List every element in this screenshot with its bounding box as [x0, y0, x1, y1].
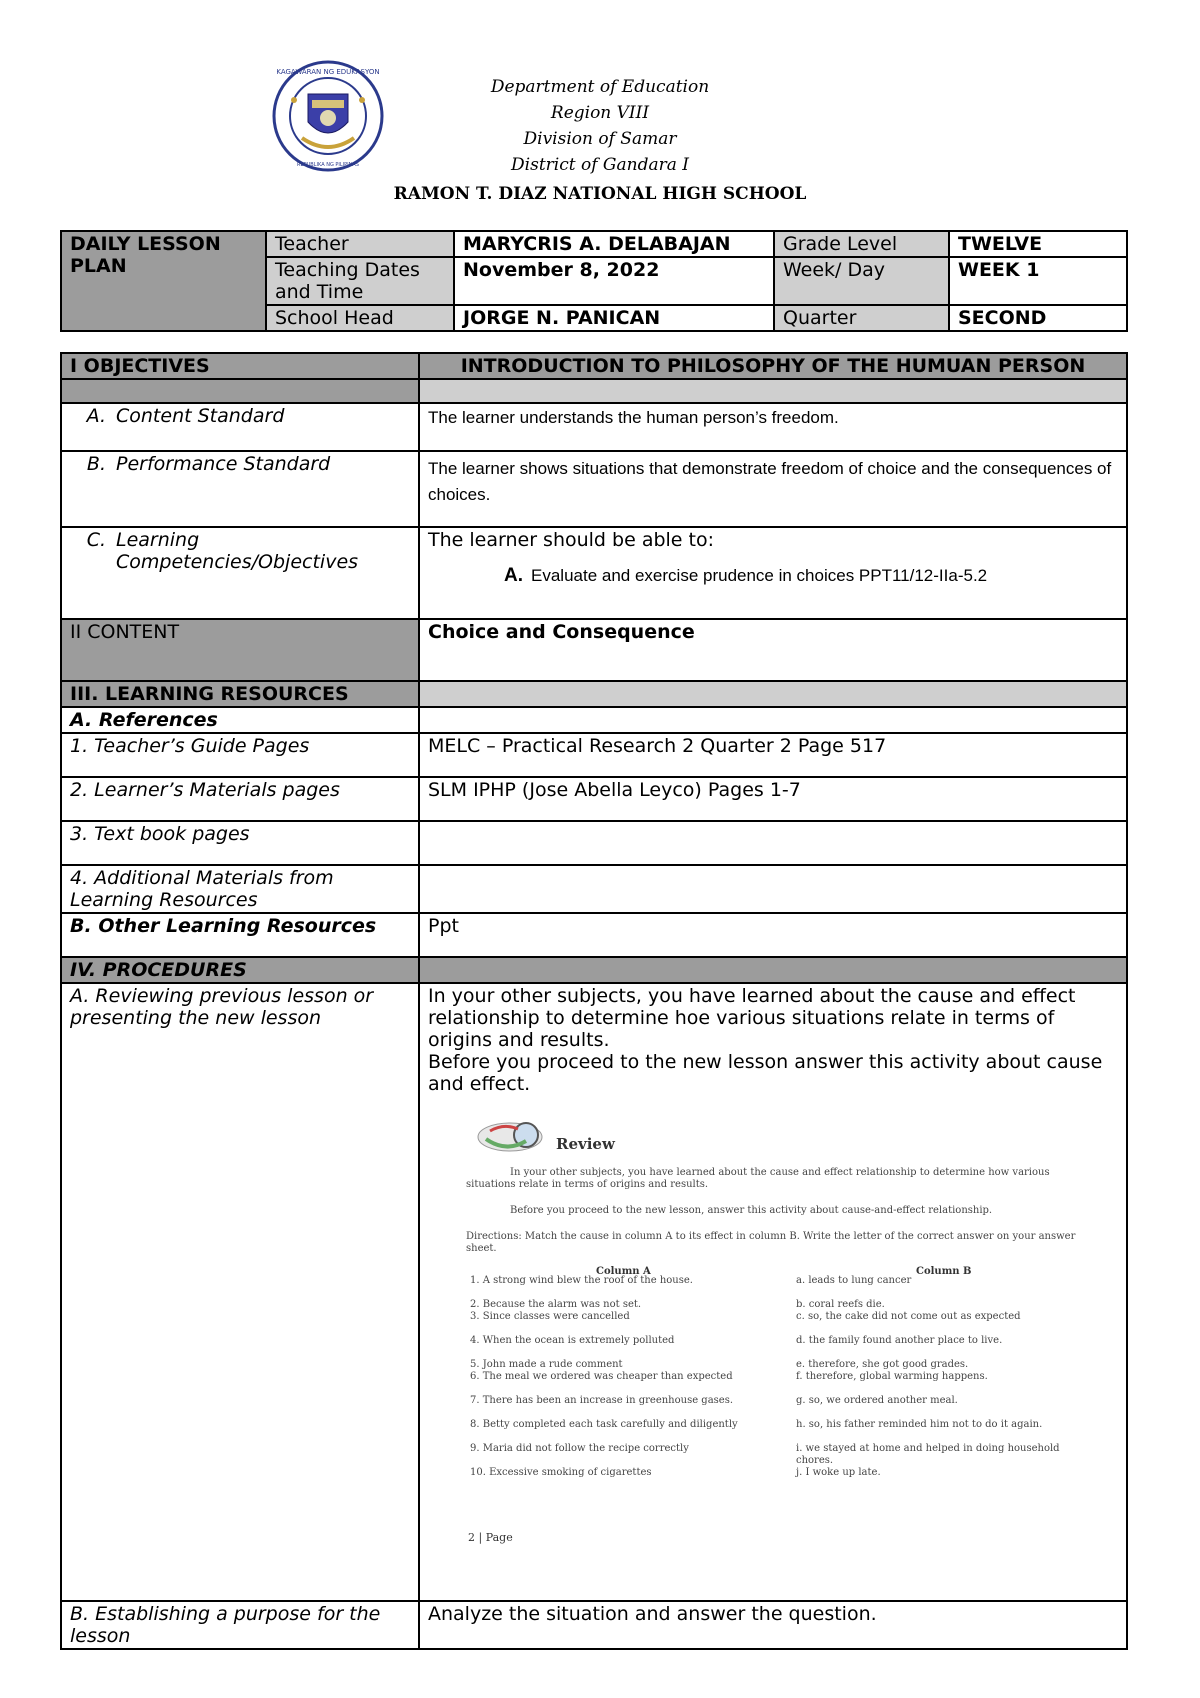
textbook-pages-value: [419, 821, 1127, 865]
column-a-item: 6. The meal we ordered was cheaper than expected: [470, 1371, 733, 1382]
column-a-item: 1. A strong wind blew the roof of the house.: [470, 1275, 693, 1286]
lesson-plan-table: [60, 352, 1128, 1650]
competencies-cell: [419, 527, 1127, 619]
column-b-item: b. coral reefs die.: [796, 1299, 885, 1310]
competency-item: A. Evaluate and exercise prudence in choices PPT11/12-IIa-5.2: [504, 565, 988, 586]
learners-materials-value: SLM IPHP (Jose Abella Leyco) Pages 1-7: [419, 777, 1127, 821]
column-a-heading: Column A: [596, 1266, 651, 1277]
daily-lesson-plan-title: DAILY LESSON PLAN: [61, 231, 266, 331]
quarter-label: Quarter: [774, 305, 949, 331]
dept-line: Department of Education: [490, 77, 710, 97]
content-value: Choice and Consequence: [419, 619, 1127, 681]
column-a-item: 10. Excessive smoking of cigarettes: [470, 1467, 652, 1478]
learning-resources-blank: [419, 681, 1127, 707]
competencies-intro: The learner should be able to:: [428, 529, 715, 551]
page-footer: 2 | Page: [468, 1531, 513, 1544]
references-blank: [419, 707, 1127, 733]
column-b-item: a. leads to lung cancer: [796, 1275, 912, 1286]
review-image-p3: Directions: Match the cause in column A to its effect in column B. Write the letter of the correct answer on your answer sheet.: [466, 1231, 1076, 1254]
division-line: Division of Samar: [523, 129, 677, 149]
week-day-label: Week/ Day: [774, 257, 949, 305]
subject-title: INTRODUCTION TO PHILOSOPHY OF THE HUMUAN PERSON: [419, 353, 1127, 379]
grade-level-value: TWELVE: [949, 231, 1127, 257]
content-standard-letter: A.: [86, 405, 106, 427]
teaching-dates-value: November 8, 2022: [454, 257, 774, 305]
performance-standard-label: B. Performance Standard: [61, 451, 419, 527]
column-b-item: f. therefore, global warming happens.: [796, 1371, 988, 1382]
procedures-heading: IV. PROCEDURES: [61, 957, 419, 983]
review-image-p2: Before you proceed to the new lesson, answer this activity about cause-and-effect relationship.: [510, 1205, 993, 1216]
additional-materials-label: 4. Additional Materials from Learning Resources: [61, 865, 419, 913]
school-head-value: JORGE N. PANICAN: [454, 305, 774, 331]
column-b-item: h. so, his father reminded him not to do it again.: [796, 1419, 1043, 1430]
objectives-heading-filler: [61, 379, 419, 403]
column-b-item: g. so, we ordered another meal.: [796, 1395, 958, 1406]
content-standard-value: The learner understands the human person’s freedom.: [419, 403, 1127, 451]
column-a-item: 2. Because the alarm was not set.: [470, 1299, 642, 1310]
review-activity-image: [466, 1119, 1076, 1599]
purpose-value: Analyze the situation and answer the question.: [419, 1601, 1127, 1649]
other-resources-label: B. Other Learning Resources: [61, 913, 419, 957]
subject-blank-cell: [419, 379, 1127, 403]
column-a-item: 9. Maria did not follow the recipe correctly: [470, 1443, 689, 1454]
learners-materials-label: 2. Learner’s Materials pages: [61, 777, 419, 821]
column-b-item: j. I woke up late.: [796, 1467, 881, 1478]
column-b-heading: Column B: [916, 1266, 972, 1277]
quarter-value: SECOND: [949, 305, 1127, 331]
lesson-info-table: [60, 230, 1128, 332]
district-line: District of Gandara I: [511, 155, 689, 175]
column-b-item: i. we stayed at home and helped in doing household chores.: [796, 1443, 1060, 1466]
column-b-item: d. the family found another place to live.: [796, 1335, 1003, 1346]
deped-seal-logo: [272, 60, 384, 172]
magnifier-icon: [476, 1119, 554, 1155]
teachers-guide-value: MELC – Practical Research 2 Quarter 2 Page 517: [419, 733, 1127, 777]
content-standard-label: A. Content Standard: [61, 403, 419, 451]
week-day-value: WEEK 1: [949, 257, 1127, 305]
procedures-blank: [419, 957, 1127, 983]
references-heading: A. References: [61, 707, 419, 733]
school-name: RAMON T. DIAZ NATIONAL HIGH SCHOOL: [393, 184, 807, 204]
school-head-label: School Head: [266, 305, 454, 331]
other-resources-value: Ppt: [419, 913, 1127, 957]
grade-level-label: Grade Level: [774, 231, 949, 257]
performance-standard-letter: B.: [86, 453, 106, 475]
review-image-p1: In your other subjects, you have learned about the cause and effect relationship to determine how various situations relate in terms of origins and results.: [466, 1167, 1050, 1190]
review-paragraph-1: In your other subjects, you have learned about the cause and effect relationship to determine hoe various situations relate in terms of origins and results.: [428, 985, 1076, 1051]
seal-text-top: KAGAWARAN NG EDUKASYON: [276, 68, 380, 76]
seal-text-bottom: REPUBLIKA NG PILIPINAS: [297, 162, 359, 168]
review-paragraph-2: Before you proceed to the new lesson answer this activity about cause and effect.: [428, 1051, 1103, 1095]
additional-materials-value: [419, 865, 1127, 913]
teacher-label: Teacher: [266, 231, 454, 257]
competencies-label: C. Learning Competencies/Objectives: [61, 527, 419, 619]
purpose-label: B. Establishing a purpose for the lesson: [61, 1601, 419, 1649]
document-header: [380, 74, 820, 208]
reviewing-lesson-label: A. Reviewing previous lesson or presenting the new lesson: [61, 983, 419, 1601]
teachers-guide-label: 1. Teacher’s Guide Pages: [61, 733, 419, 777]
column-b-item: c. so, the cake did not come out as expected: [796, 1311, 1021, 1322]
column-a-item: 7. There has been an increase in greenhouse gases.: [470, 1395, 734, 1406]
reviewing-lesson-cell: [419, 983, 1127, 1601]
teacher-value: MARYCRIS A. DELABAJAN: [454, 231, 774, 257]
column-a-item: 4. When the ocean is extremely polluted: [470, 1335, 675, 1346]
column-a-item: 8. Betty completed each task carefully and diligently: [470, 1419, 738, 1430]
performance-standard-value: The learner shows situations that demonstrate freedom of choice and the consequences of choices.: [419, 451, 1127, 527]
competencies-letter: C.: [86, 529, 106, 551]
content-heading: II CONTENT: [61, 619, 419, 681]
column-b-item: e. therefore, she got good grades.: [796, 1359, 969, 1370]
objectives-heading: I OBJECTIVES: [61, 353, 419, 379]
region-line: Region VIII: [550, 103, 650, 123]
column-a-item: 5. John made a rude comment: [470, 1359, 623, 1370]
review-image-title: Review: [556, 1135, 615, 1153]
teaching-dates-label: Teaching Dates and Time: [266, 257, 454, 305]
column-a-item: 3. Since classes were cancelled: [470, 1311, 630, 1322]
textbook-pages-label: 3. Text book pages: [61, 821, 419, 865]
learning-resources-heading: III. LEARNING RESOURCES: [61, 681, 419, 707]
